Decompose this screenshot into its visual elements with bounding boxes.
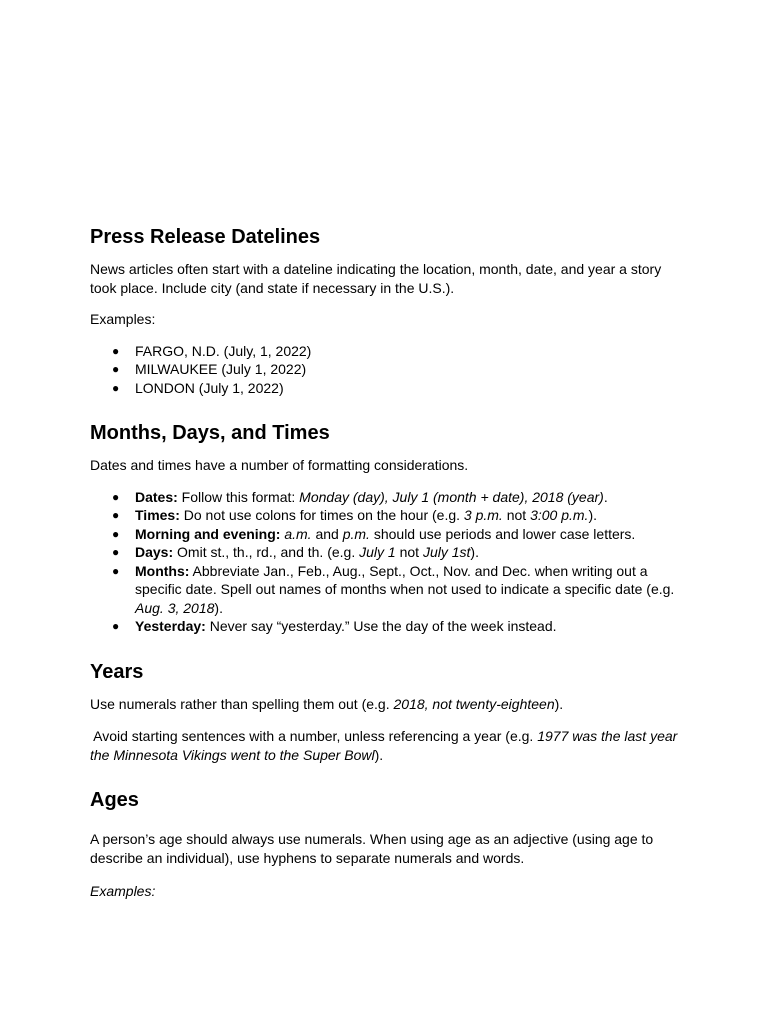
section-heading-datelines: Press Release Datelines [90,226,321,248]
bullet-icon: ● [112,380,120,395]
bullet-icon: ● [112,563,120,578]
months-intro: Dates and times have a number of formatting considerations. [90,457,469,473]
section-heading-years: Years [90,660,144,683]
list-item-times: ● Times: Do not use colons for times on the hour (e.g. 3 p.m. not 3:00 p.m.). [112,507,598,523]
bullet-icon: ● [112,508,120,522]
bullet-icon: ● [112,545,120,559]
bullet-icon: ● [112,343,120,358]
list-item-months: ● Months: Abbreviate Jan., Feb., Aug., Sept., Oct., Nov. and Dec. when writing out a specific date. Spell out names of months when not used to indicate a specific date (e.g. Aug. 3, 2018). [112,562,675,616]
list-item-morning-evening: ● Morning and evening: a.m. and p.m. should use periods and lower case letters. [112,525,636,542]
document-page [90,224,680,901]
bullet-icon: ● [112,619,120,633]
list-item: ● FARGO, N.D. (July, 1, 2022) [112,342,312,359]
years-paragraph-sentence-start: Avoid starting sentences with a number, unless referencing a year (e.g. 1977 was the last year the Minnesota Vikings went to the Super Bowl). [90,728,678,763]
list-item-yesterday: ● Yesterday: Never say “yesterday.” Use the day of the week instead. [112,618,557,634]
datelines-examples-label: Examples: [90,311,156,327]
datelines-intro: News articles often start with a dateline indicating the location, month, date, and year a story took place. Include city (and state if necessary in the U.S.). [90,261,662,296]
months-rules-list [90,488,680,636]
list-item-dates: ● Dates: Follow this format: Monday (day), July 1 (month + date), 2018 (year). [112,488,608,505]
bullet-icon: ● [112,526,120,541]
list-item: ● LONDON (July 1, 2022) [112,379,284,396]
years-paragraph-numerals: Use numerals rather than spelling them out (e.g. 2018, not twenty-eighteen). [90,695,564,712]
ages-intro: A person’s age should always use numerals. When using age as an adjective (using age to describe an individual), use hyphens to separate numerals and words. [90,831,654,866]
ages-examples-label: Examples: [90,883,156,899]
section-heading-months: Months, Days, and Times [90,422,330,444]
datelines-example-list [90,342,680,398]
list-item: ● MILWAUKEE (July 1, 2022) [112,361,307,377]
bullet-icon: ● [112,489,120,504]
bullet-icon: ● [112,362,120,376]
list-item-days: ● Days: Omit st., th., rd., and th. (e.g. July 1 not July 1st). [112,544,479,560]
section-heading-ages: Ages [90,789,139,811]
